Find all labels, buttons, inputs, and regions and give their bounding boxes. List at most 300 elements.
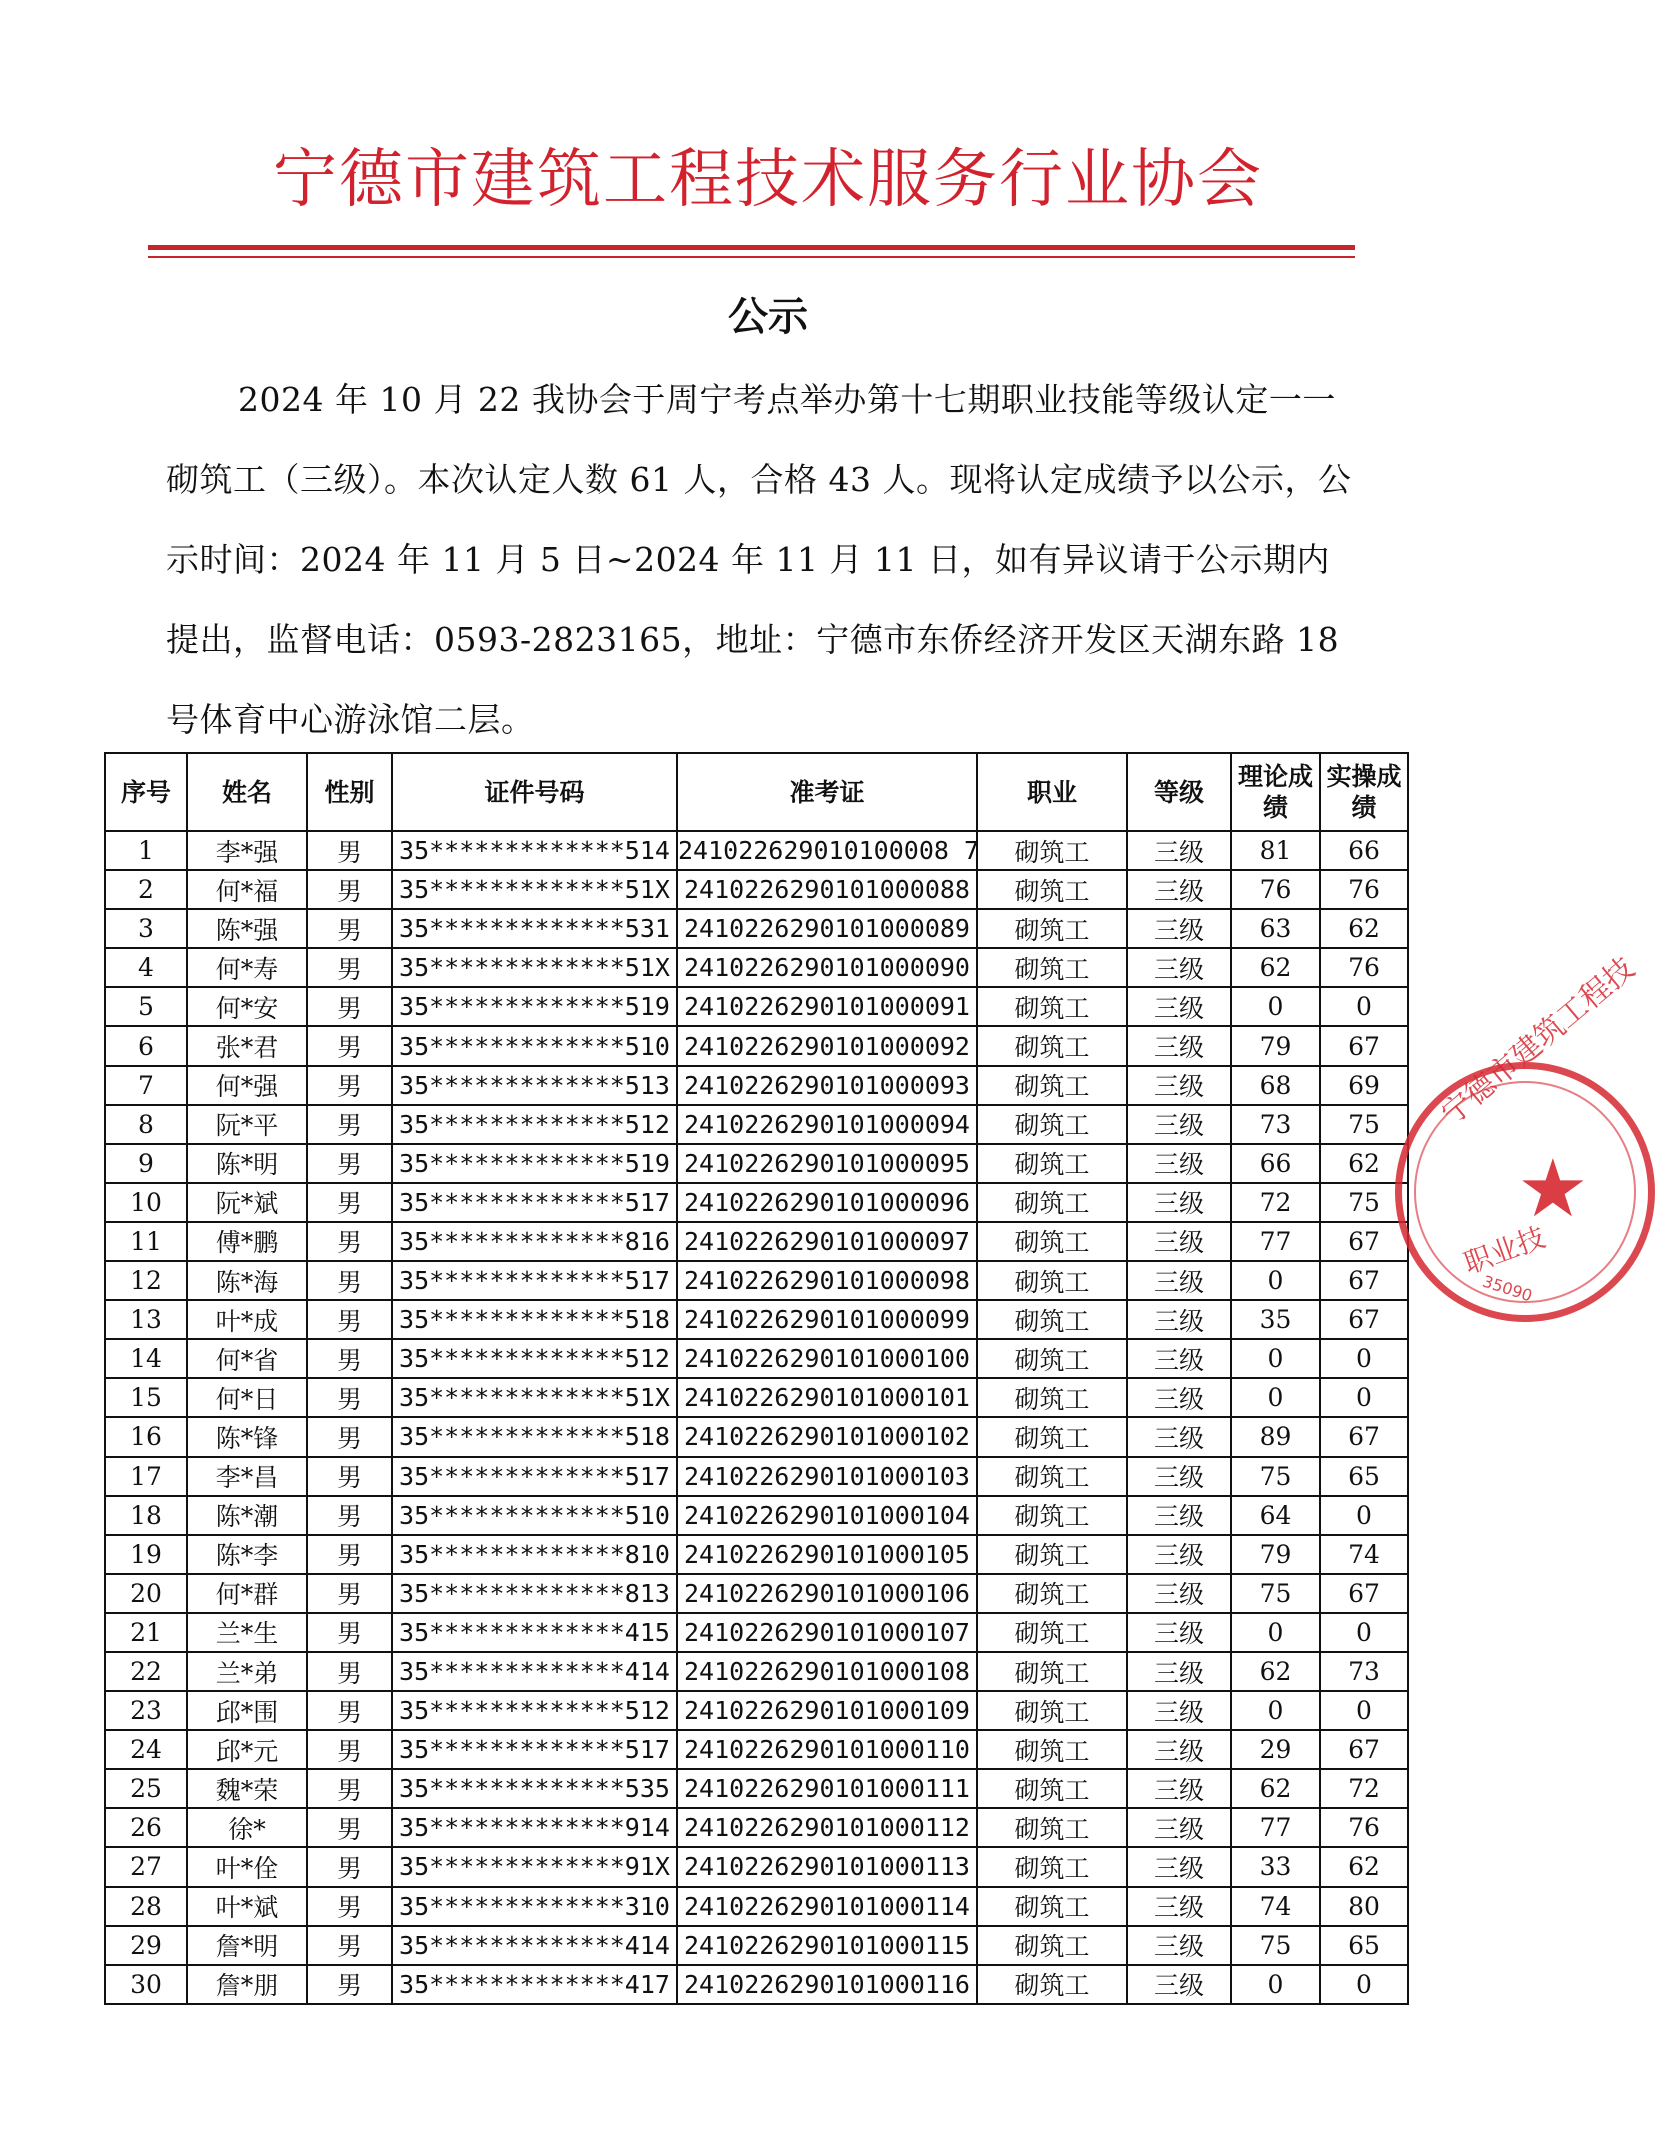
table-cell: 2410226290101000107 xyxy=(677,1613,977,1652)
table-cell: 25 xyxy=(105,1769,187,1808)
table-cell: 2410226290101000091 xyxy=(677,987,977,1026)
table-cell: 砌筑工 xyxy=(977,1417,1127,1456)
table-cell: 陈*李 xyxy=(187,1535,307,1574)
table-cell: 33 xyxy=(1231,1847,1320,1886)
table-cell: 6 xyxy=(105,1026,187,1065)
table-cell: 0 xyxy=(1231,987,1320,1026)
table-cell: 男 xyxy=(307,1378,392,1417)
table-cell: 64 xyxy=(1231,1496,1320,1535)
table-cell: 67 xyxy=(1320,1574,1408,1613)
column-header: 性别 xyxy=(307,753,392,831)
table-cell: 4 xyxy=(105,948,187,987)
table-cell: 三级 xyxy=(1127,1926,1231,1965)
table-cell: 0 xyxy=(1320,1965,1408,2004)
table-cell: 0 xyxy=(1231,1965,1320,2004)
table-cell: 三级 xyxy=(1127,1144,1231,1183)
table-cell: 男 xyxy=(307,1847,392,1886)
table-cell: 0 xyxy=(1320,1613,1408,1652)
table-cell: 35*************310 xyxy=(392,1887,677,1926)
table-cell: 0 xyxy=(1320,1378,1408,1417)
table-cell: 77 xyxy=(1231,1222,1320,1261)
table-cell: 男 xyxy=(307,1535,392,1574)
table-cell: 男 xyxy=(307,1339,392,1378)
table-row xyxy=(105,870,1408,909)
table-cell: 12 xyxy=(105,1261,187,1300)
table-cell: 2410226290101000088 xyxy=(677,870,977,909)
table-cell: 男 xyxy=(307,987,392,1026)
table-row xyxy=(105,1847,1408,1886)
table-cell: 2410226290101000102 xyxy=(677,1417,977,1456)
table-cell: 魏*荣 xyxy=(187,1769,307,1808)
table-cell: 砌筑工 xyxy=(977,1535,1127,1574)
table-cell: 35*************531 xyxy=(392,909,677,948)
table-cell: 21 xyxy=(105,1613,187,1652)
table-cell: 砌筑工 xyxy=(977,831,1127,870)
table-cell: 35*************519 xyxy=(392,987,677,1026)
table-cell: 3 xyxy=(105,909,187,948)
table-cell: 2410226290101000116 xyxy=(677,1965,977,2004)
seal-text: 宁德市建筑工程技 xyxy=(1435,950,1642,1132)
table-cell: 何*日 xyxy=(187,1378,307,1417)
table-cell: 男 xyxy=(307,1222,392,1261)
table-cell: 35*************517 xyxy=(392,1730,677,1769)
table-cell: 三级 xyxy=(1127,1965,1231,2004)
table-cell: 35*************816 xyxy=(392,1222,677,1261)
table-cell: 砌筑工 xyxy=(977,987,1127,1026)
table-cell: 35*************813 xyxy=(392,1574,677,1613)
table-row xyxy=(105,1183,1408,1222)
table-cell: 男 xyxy=(307,909,392,948)
table-cell: 三级 xyxy=(1127,1066,1231,1105)
table-cell: 73 xyxy=(1231,1105,1320,1144)
table-cell: 三级 xyxy=(1127,1887,1231,1926)
table-cell: 2410226290101000111 xyxy=(677,1769,977,1808)
table-cell: 砌筑工 xyxy=(977,1808,1127,1847)
table-cell: 三级 xyxy=(1127,1026,1231,1065)
table-row xyxy=(105,1457,1408,1496)
table-cell: 詹*朋 xyxy=(187,1965,307,2004)
table-cell: 30 xyxy=(105,1965,187,2004)
table-cell: 35*************417 xyxy=(392,1965,677,2004)
table-row xyxy=(105,948,1408,987)
table-cell: 0 xyxy=(1231,1339,1320,1378)
table-row xyxy=(105,1808,1408,1847)
table-cell: 26 xyxy=(105,1808,187,1847)
table-cell: 男 xyxy=(307,1887,392,1926)
table-cell: 陈*锋 xyxy=(187,1417,307,1456)
table-row xyxy=(105,987,1408,1026)
table-cell: 35*************512 xyxy=(392,1691,677,1730)
table-cell: 三级 xyxy=(1127,1261,1231,1300)
table-row xyxy=(105,1535,1408,1574)
table-row xyxy=(105,1144,1408,1183)
table-cell: 詹*明 xyxy=(187,1926,307,1965)
table-cell: 叶*佺 xyxy=(187,1847,307,1886)
table-cell: 66 xyxy=(1231,1144,1320,1183)
seal-text-lower: 职业技 xyxy=(1459,1220,1550,1281)
table-cell: 73 xyxy=(1320,1652,1408,1691)
table-cell: 0 xyxy=(1231,1261,1320,1300)
table-cell: 砌筑工 xyxy=(977,1300,1127,1339)
table-cell: 67 xyxy=(1320,1261,1408,1300)
table-cell: 何*福 xyxy=(187,870,307,909)
table-cell: 李*强 xyxy=(187,831,307,870)
column-header: 实操成绩 xyxy=(1320,753,1408,831)
table-cell: 14 xyxy=(105,1339,187,1378)
table-cell: 2410226290101000113 xyxy=(677,1847,977,1886)
table-cell: 男 xyxy=(307,1613,392,1652)
table-cell: 阮*斌 xyxy=(187,1183,307,1222)
table-cell: 男 xyxy=(307,1730,392,1769)
table-cell: 男 xyxy=(307,1808,392,1847)
table-cell: 35*************513 xyxy=(392,1066,677,1105)
table-row xyxy=(105,1378,1408,1417)
table-cell: 35*************510 xyxy=(392,1026,677,1065)
table-cell: 三级 xyxy=(1127,1769,1231,1808)
table-cell: 何*安 xyxy=(187,987,307,1026)
table-cell: 2410226290101000105 xyxy=(677,1535,977,1574)
table-cell: 砌筑工 xyxy=(977,1066,1127,1105)
table-cell: 三级 xyxy=(1127,1222,1231,1261)
table-cell: 砌筑工 xyxy=(977,1378,1127,1417)
table-cell: 0 xyxy=(1231,1613,1320,1652)
table-row xyxy=(105,1926,1408,1965)
table-cell: 三级 xyxy=(1127,1574,1231,1613)
table-cell: 李*昌 xyxy=(187,1457,307,1496)
table-cell: 男 xyxy=(307,1261,392,1300)
table-cell: 三级 xyxy=(1127,1339,1231,1378)
table-cell: 男 xyxy=(307,1183,392,1222)
star-icon: ★ xyxy=(1517,1142,1589,1235)
table-cell: 何*寿 xyxy=(187,948,307,987)
table-cell: 29 xyxy=(1231,1730,1320,1769)
table-cell: 79 xyxy=(1231,1535,1320,1574)
table-cell: 79 xyxy=(1231,1026,1320,1065)
table-cell: 何*强 xyxy=(187,1066,307,1105)
table-row xyxy=(105,909,1408,948)
table-cell: 28 xyxy=(105,1887,187,1926)
table-cell: 35*************91X xyxy=(392,1847,677,1886)
column-header: 证件号码 xyxy=(392,753,677,831)
table-cell: 三级 xyxy=(1127,1652,1231,1691)
table-cell: 2410226290101000097 xyxy=(677,1222,977,1261)
table-cell: 陈*明 xyxy=(187,1144,307,1183)
table-cell: 76 xyxy=(1320,1808,1408,1847)
table-cell: 阮*平 xyxy=(187,1105,307,1144)
table-cell: 砌筑工 xyxy=(977,1261,1127,1300)
table-cell: 65 xyxy=(1320,1457,1408,1496)
table-cell: 砌筑工 xyxy=(977,1574,1127,1613)
table-cell: 男 xyxy=(307,1026,392,1065)
table-cell: 35*************517 xyxy=(392,1183,677,1222)
table-cell: 2410226290101000112 xyxy=(677,1808,977,1847)
table-row xyxy=(105,1026,1408,1065)
table-cell: 1 xyxy=(105,831,187,870)
table-cell: 0 xyxy=(1320,1691,1408,1730)
table-row xyxy=(105,831,1408,870)
table-cell: 张*君 xyxy=(187,1026,307,1065)
table-cell: 2 xyxy=(105,870,187,909)
table-cell: 63 xyxy=(1231,909,1320,948)
table-cell: 15 xyxy=(105,1378,187,1417)
table-cell: 22 xyxy=(105,1652,187,1691)
table-cell: 35*************414 xyxy=(392,1926,677,1965)
table-row xyxy=(105,1769,1408,1808)
table-cell: 23 xyxy=(105,1691,187,1730)
table-cell: 35*************51X xyxy=(392,1378,677,1417)
table-cell: 叶*斌 xyxy=(187,1887,307,1926)
table-cell: 徐* xyxy=(187,1808,307,1847)
table-cell: 何*省 xyxy=(187,1339,307,1378)
table-cell: 砌筑工 xyxy=(977,1926,1127,1965)
column-header: 姓名 xyxy=(187,753,307,831)
table-cell: 三级 xyxy=(1127,1613,1231,1652)
table-cell: 19 xyxy=(105,1535,187,1574)
table-row xyxy=(105,1887,1408,1926)
table-cell: 砌筑工 xyxy=(977,1847,1127,1886)
table-cell: 35*************535 xyxy=(392,1769,677,1808)
table-cell: 砌筑工 xyxy=(977,1730,1127,1769)
table-cell: 0 xyxy=(1320,1339,1408,1378)
table-cell: 2410226290101000095 xyxy=(677,1144,977,1183)
table-row xyxy=(105,1339,1408,1378)
table-cell: 2410226290101000098 xyxy=(677,1261,977,1300)
table-cell: 0 xyxy=(1320,1496,1408,1535)
table-header-row xyxy=(105,753,1408,831)
table-cell: 11 xyxy=(105,1222,187,1261)
table-cell: 67 xyxy=(1320,1730,1408,1769)
table-cell: 砌筑工 xyxy=(977,1183,1127,1222)
table-cell: 砌筑工 xyxy=(977,1887,1127,1926)
table-cell: 2410226290101000106 xyxy=(677,1574,977,1613)
table-cell: 砌筑工 xyxy=(977,1222,1127,1261)
table-cell: 邱*围 xyxy=(187,1691,307,1730)
table-cell: 27 xyxy=(105,1847,187,1886)
table-cell: 62 xyxy=(1320,1847,1408,1886)
table-cell: 74 xyxy=(1231,1887,1320,1926)
table-cell: 35 xyxy=(1231,1300,1320,1339)
table-cell: 81 xyxy=(1231,831,1320,870)
table-cell: 砌筑工 xyxy=(977,1613,1127,1652)
table-cell: 35*************518 xyxy=(392,1300,677,1339)
table-cell: 89 xyxy=(1231,1417,1320,1456)
table-cell: 2410226290101000115 xyxy=(677,1926,977,1965)
table-cell: 77 xyxy=(1231,1808,1320,1847)
table-cell: 三级 xyxy=(1127,870,1231,909)
column-header: 职业 xyxy=(977,753,1127,831)
table-cell: 三级 xyxy=(1127,909,1231,948)
column-header: 序号 xyxy=(105,753,187,831)
table-row xyxy=(105,1261,1408,1300)
table-cell: 2410226290101000103 xyxy=(677,1457,977,1496)
results-table xyxy=(104,752,1409,2005)
table-cell: 35*************510 xyxy=(392,1496,677,1535)
table-cell: 67 xyxy=(1320,1417,1408,1456)
table-row xyxy=(105,1417,1408,1456)
table-cell: 72 xyxy=(1231,1183,1320,1222)
table-cell: 2410226290101000090 xyxy=(677,948,977,987)
table-cell: 砌筑工 xyxy=(977,870,1127,909)
table-cell: 76 xyxy=(1320,870,1408,909)
header-rule-thin xyxy=(148,256,1355,258)
table-row xyxy=(105,1222,1408,1261)
table-cell: 三级 xyxy=(1127,1183,1231,1222)
table-cell: 20 xyxy=(105,1574,187,1613)
seal-code: 35090 xyxy=(1480,1271,1535,1306)
table-cell: 0 xyxy=(1231,1378,1320,1417)
table-cell: 砌筑工 xyxy=(977,1769,1127,1808)
table-cell: 砌筑工 xyxy=(977,1496,1127,1535)
table-cell: 砌筑工 xyxy=(977,1339,1127,1378)
table-cell: 三级 xyxy=(1127,1417,1231,1456)
table-cell: 三级 xyxy=(1127,1457,1231,1496)
table-cell: 76 xyxy=(1320,948,1408,987)
table-cell: 男 xyxy=(307,1066,392,1105)
table-cell: 67 xyxy=(1320,1026,1408,1065)
table-cell: 陈*潮 xyxy=(187,1496,307,1535)
table-cell: 80 xyxy=(1320,1887,1408,1926)
table-row xyxy=(105,1613,1408,1652)
table-cell: 男 xyxy=(307,1300,392,1339)
notice-title: 公示 xyxy=(728,294,808,340)
table-cell: 三级 xyxy=(1127,1691,1231,1730)
table-cell: 16 xyxy=(105,1417,187,1456)
table-cell: 69 xyxy=(1320,1066,1408,1105)
table-cell: 男 xyxy=(307,1652,392,1691)
table-cell: 35*************512 xyxy=(392,1105,677,1144)
table-cell: 35*************51X xyxy=(392,948,677,987)
table-cell: 男 xyxy=(307,1105,392,1144)
table-body xyxy=(105,831,1408,2004)
table-cell: 傅*鹏 xyxy=(187,1222,307,1261)
table-cell: 75 xyxy=(1231,1926,1320,1965)
table-cell: 35*************517 xyxy=(392,1457,677,1496)
table-row xyxy=(105,1691,1408,1730)
notice-body: 2024 年 10 月 22 我协会于周宁考点举办第十七期职业技能等级认定一一砌筑工（三级）。本次认定人数 61 人，合格 43 人。现将认定成绩予以公示，公示时间：2024 年 11 月 5 日~2024 年 11 月 11 日，如有异议请于公示期内提出，监督电话：0593-2823165，地址：宁德市东侨经济开发区天湖东路 18 号体育中心游泳馆二层。 xyxy=(166,380,1352,739)
table-cell: 砌筑工 xyxy=(977,1026,1127,1065)
table-cell: 35*************414 xyxy=(392,1652,677,1691)
table-cell: 2410226290101000092 xyxy=(677,1026,977,1065)
header-rule-thick xyxy=(148,245,1355,250)
table-cell: 35*************514 xyxy=(392,831,677,870)
table-cell: 三级 xyxy=(1127,831,1231,870)
table-row xyxy=(105,1105,1408,1144)
table-cell: 男 xyxy=(307,1144,392,1183)
table-cell: 何*群 xyxy=(187,1574,307,1613)
table-cell: 三级 xyxy=(1127,1847,1231,1886)
table-cell: 2410226290101000089 xyxy=(677,909,977,948)
table-row xyxy=(105,1300,1408,1339)
table-cell: 陈*强 xyxy=(187,909,307,948)
table-cell: 35*************512 xyxy=(392,1339,677,1378)
table-cell: 男 xyxy=(307,1769,392,1808)
table-cell: 35*************518 xyxy=(392,1417,677,1456)
table-cell: 2410226290101000094 xyxy=(677,1105,977,1144)
table-cell: 62 xyxy=(1231,1769,1320,1808)
table-cell: 三级 xyxy=(1127,1535,1231,1574)
table-cell: 2410226290101000108 xyxy=(677,1652,977,1691)
table-cell: 5 xyxy=(105,987,187,1026)
table-cell: 75 xyxy=(1320,1105,1408,1144)
table-cell: 砌筑工 xyxy=(977,1457,1127,1496)
table-cell: 10 xyxy=(105,1183,187,1222)
table-cell: 35*************810 xyxy=(392,1535,677,1574)
table-cell: 三级 xyxy=(1127,987,1231,1026)
table-row xyxy=(105,1730,1408,1769)
table-cell: 2410226290101000099 xyxy=(677,1300,977,1339)
column-header: 等级 xyxy=(1127,753,1231,831)
table-cell: 8 xyxy=(105,1105,187,1144)
table-cell: 17 xyxy=(105,1457,187,1496)
table-cell: 2410226290101000096 xyxy=(677,1183,977,1222)
table-cell: 男 xyxy=(307,1926,392,1965)
table-cell: 男 xyxy=(307,870,392,909)
table-cell: 75 xyxy=(1231,1574,1320,1613)
table-cell: 76 xyxy=(1231,870,1320,909)
table-cell: 62 xyxy=(1320,909,1408,948)
table-cell: 9 xyxy=(105,1144,187,1183)
table-cell: 砌筑工 xyxy=(977,909,1127,948)
table-cell: 三级 xyxy=(1127,1730,1231,1769)
table-cell: 男 xyxy=(307,831,392,870)
table-cell: 65 xyxy=(1320,1926,1408,1965)
table-cell: 35*************519 xyxy=(392,1144,677,1183)
table-row xyxy=(105,1574,1408,1613)
table-cell: 241022629010100008 7 xyxy=(677,831,977,870)
table-cell: 三级 xyxy=(1127,1105,1231,1144)
table-cell: 7 xyxy=(105,1066,187,1105)
table-cell: 叶*成 xyxy=(187,1300,307,1339)
table-cell: 2410226290101000104 xyxy=(677,1496,977,1535)
table-cell: 74 xyxy=(1320,1535,1408,1574)
table-cell: 18 xyxy=(105,1496,187,1535)
table-cell: 68 xyxy=(1231,1066,1320,1105)
table-cell: 0 xyxy=(1320,987,1408,1026)
table-cell: 三级 xyxy=(1127,1808,1231,1847)
table-cell: 72 xyxy=(1320,1769,1408,1808)
table-cell: 67 xyxy=(1320,1222,1408,1261)
table-cell: 2410226290101000110 xyxy=(677,1730,977,1769)
table-cell: 2410226290101000093 xyxy=(677,1066,977,1105)
table-cell: 24 xyxy=(105,1730,187,1769)
table-cell: 13 xyxy=(105,1300,187,1339)
table-row xyxy=(105,1652,1408,1691)
table-cell: 男 xyxy=(307,1691,392,1730)
table-cell: 砌筑工 xyxy=(977,948,1127,987)
table-cell: 陈*海 xyxy=(187,1261,307,1300)
table-cell: 三级 xyxy=(1127,948,1231,987)
table-cell: 男 xyxy=(307,1965,392,2004)
table-cell: 35*************415 xyxy=(392,1613,677,1652)
results-table-wrap xyxy=(104,752,1409,2005)
table-cell: 男 xyxy=(307,1457,392,1496)
table-cell: 75 xyxy=(1231,1457,1320,1496)
table-cell: 0 xyxy=(1231,1691,1320,1730)
table-cell: 男 xyxy=(307,1417,392,1456)
table-cell: 35*************914 xyxy=(392,1808,677,1847)
table-cell: 兰*生 xyxy=(187,1613,307,1652)
column-header: 理论成绩 xyxy=(1231,753,1320,831)
table-cell: 62 xyxy=(1320,1144,1408,1183)
table-cell: 邱*元 xyxy=(187,1730,307,1769)
table-cell: 62 xyxy=(1231,948,1320,987)
table-cell: 29 xyxy=(105,1926,187,1965)
table-cell: 2410226290101000114 xyxy=(677,1887,977,1926)
table-cell: 三级 xyxy=(1127,1496,1231,1535)
table-row xyxy=(105,1066,1408,1105)
table-row xyxy=(105,1965,1408,2004)
table-cell: 62 xyxy=(1231,1652,1320,1691)
